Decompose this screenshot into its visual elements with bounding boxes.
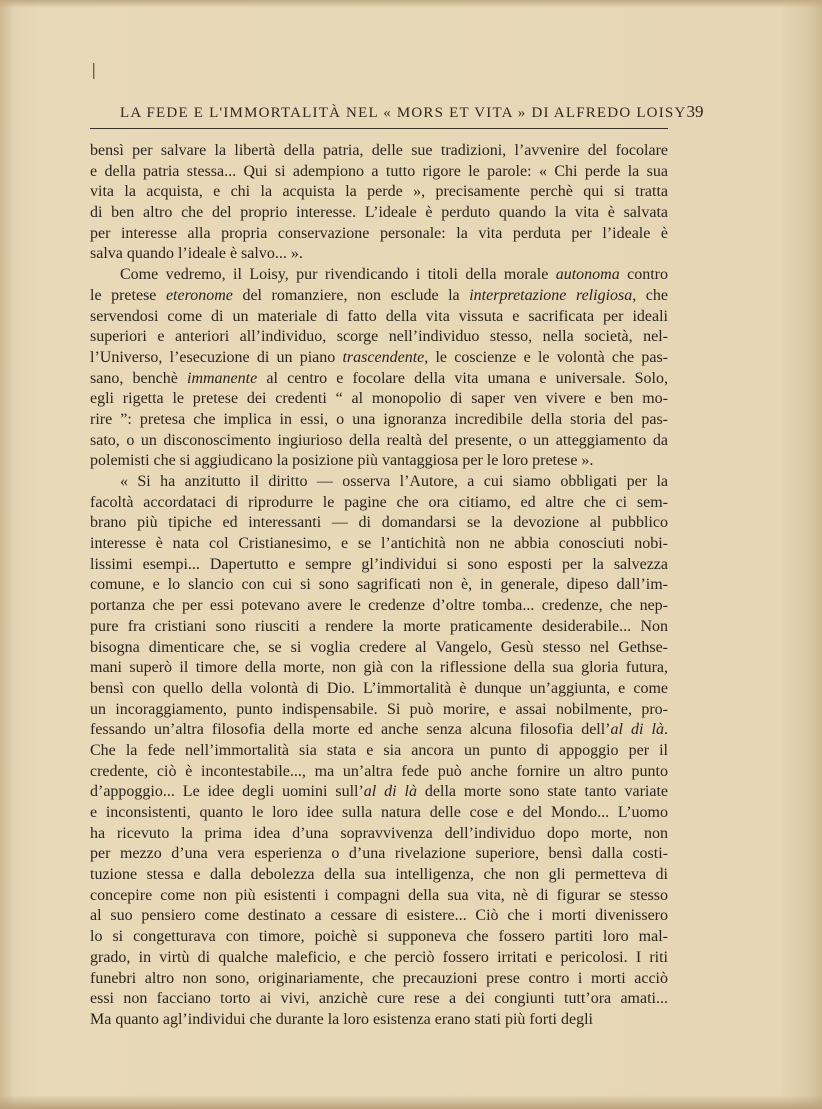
text-line — [90, 782, 668, 803]
italic-text: al di là — [610, 721, 664, 739]
text-segment: bensì per salvare la libertà della patria, delle sue tradizioni, l’avvenire del focolare — [90, 142, 668, 159]
text-segment: portanza che per essi potevano avere le credenze d’oltre tomba... credenze, che nep- — [90, 597, 668, 615]
text-segment: interesse è nata col Cristianesimo, e se l’antichità non ne abbia conosciuti nobi- — [90, 535, 668, 553]
italic-text: immanente — [187, 369, 258, 387]
text-segment: credente, ciò è incontestabile..., ma un’altra fede può anche fornire un altro punto — [90, 762, 668, 780]
text-line — [90, 162, 668, 183]
text-line — [90, 141, 668, 162]
text-line — [90, 741, 668, 762]
text-segment: egli rigetta le pretese dei credenti “ al monopolio di saper ven vivere e ben mo- — [90, 390, 668, 408]
text-segment: . — [664, 721, 668, 739]
text-line — [90, 472, 668, 493]
text-line — [90, 1010, 668, 1031]
text-line — [90, 824, 668, 845]
page-number: 39 — [686, 102, 704, 121]
text-line — [90, 969, 668, 990]
text-line — [90, 927, 668, 948]
text-segment: del romanziere, non esclude la — [232, 286, 470, 304]
page-top-edge — [0, 0, 822, 8]
text-segment: funebri altro non sono, originariamente, che precauzioni prese contro i morti acciò — [90, 969, 668, 987]
running-header-title: LA FEDE E L'IMMORTALITÀ NEL « MORS ET VITA » DI ALFREDO LOISY — [120, 105, 687, 121]
text-segment: di ben altro che del proprio interesse. L’ideale è perduto quando la vita è salvata — [90, 204, 668, 222]
text-line — [90, 431, 668, 452]
text-segment: facoltà accordataci di riprodurre le pagine che ora citiamo, ed altre che ci sem- — [90, 493, 668, 511]
text-line — [90, 203, 668, 224]
text-line — [90, 865, 668, 886]
text-segment: concepire come non più esistenti i compagni della sua vita, nè di figurar se stesso — [90, 886, 668, 904]
body-text — [90, 141, 668, 1031]
text-segment: , che — [632, 286, 669, 304]
text-line — [90, 700, 668, 721]
text-line — [90, 307, 668, 328]
header-rule — [90, 128, 668, 129]
text-segment: sano, benchè — [90, 369, 187, 387]
text-segment: « Si ha anzitutto il diritto — osserva l’Autore, a cui siamo obbligati per la — [120, 473, 668, 490]
text-segment: lissimi esempi... Dapertutto e sempre gl’individui si sono esposti per la salvezza — [90, 555, 668, 573]
text-segment: servendosi come di un materiale di fatto della vita vissuta e sacrificata per ideali — [90, 307, 668, 325]
italic-text: al di là — [363, 783, 417, 801]
text-segment: per mezzo d’una vera esperienza o d’una rivelazione superiore, bensì dalla costi- — [90, 845, 668, 863]
text-segment: Come vedremo, il Loisy, pur rivendicando i titoli della morale — [120, 266, 556, 284]
text-line — [90, 720, 668, 741]
text-segment: ha ricevuto la prima idea d’una sopravvivenza dell’individuo dopo morte, non — [90, 824, 668, 842]
text-line — [90, 906, 668, 927]
italic-text: autonoma — [555, 266, 620, 284]
text-line — [90, 348, 668, 369]
text-line — [90, 575, 668, 596]
text-segment: Ma quanto agl’individui che durante la loro esistenza erano stati più forti degli — [90, 1010, 593, 1028]
text-segment: salva quando l’ideale è salvo... ». — [90, 245, 303, 263]
text-segment: sato, o un disconoscimento ingiurioso della realtà del presente, o un atteggiamento da — [90, 431, 668, 449]
text-line — [90, 389, 668, 410]
text-segment: , le coscienze e le volontà che pas- — [424, 348, 669, 366]
text-line — [90, 327, 668, 348]
text-segment: della morte sono state tanto variate — [416, 783, 668, 801]
text-segment: le pretese — [90, 286, 166, 304]
text-line — [90, 658, 668, 679]
text-line — [90, 451, 668, 472]
text-segment: polemisti che si aggiudicano la posizione più vantaggiosa per le loro pretese ». — [90, 452, 594, 470]
text-line — [90, 410, 668, 431]
text-line — [90, 534, 668, 555]
text-line — [90, 596, 668, 617]
text-segment: bensì con quello della volontà di Dio. L’immortalità è dunque un’aggiunta, e come — [90, 679, 668, 697]
text-segment: e inconsistenti, quanto le loro idee sulla natura delle cose e del Mondo... L’uomo — [90, 804, 668, 821]
text-segment: pure fra cristiani sono riusciti a rendere la morte praticamente desiderabile... Non — [90, 617, 668, 635]
text-segment: rire ”: pretesa che implica in essi, o una ignoranza incredibile della storia del pas- — [90, 410, 668, 428]
text-segment: grado, in virtù di qualche maleficio, e che perciò fossero irritati e pericolosi. I riti — [90, 948, 668, 966]
text-segment: d’appoggio... Le idee degli uomini sull’ — [90, 783, 364, 801]
text-segment: mani superò il timore della morte, non già con la riflessione della sua gloria futura, — [90, 659, 668, 677]
text-line — [90, 679, 668, 700]
text-line — [90, 989, 668, 1010]
margin-mark: | — [91, 60, 97, 79]
italic-text: trascendente — [342, 348, 425, 366]
text-segment: comune, e lo slancio con cui si sono sagrificati non è, in generale, dipeso dall’im- — [90, 576, 668, 594]
text-line — [90, 182, 668, 203]
text-segment: fessando un’altra filosofia della morte ed anche senza alcuna filosofia dell’ — [90, 721, 611, 739]
text-segment: l’Universo, l’esecuzione di un piano — [90, 348, 343, 366]
text-segment: al suo pensiero come destinato a cessare di esistere... Ciò che i morti divenissero — [90, 907, 668, 925]
text-line — [90, 617, 668, 638]
text-line — [90, 762, 668, 783]
text-segment: contro — [619, 266, 669, 284]
italic-text: interpretazione religiosa — [469, 286, 633, 304]
page-bottom-edge — [0, 1095, 822, 1109]
text-segment: tuzione stessa e dalla debolezza della sua intelligenza, che non gli permetteva di — [90, 866, 668, 884]
text-line — [90, 803, 668, 824]
text-line — [90, 224, 668, 245]
text-line — [90, 844, 668, 865]
text-line — [90, 369, 668, 390]
text-line — [90, 948, 668, 969]
text-segment: per interesse alla propria conservazione personale: la vita perduta per l’ideale è — [90, 224, 668, 242]
italic-text: eteronome — [165, 286, 233, 304]
text-segment: bisogna dimenticare che, se si voglia credere al Vangelo, Gesù stesso nel Gethse- — [90, 638, 668, 656]
text-segment: e della patria stessa... Qui si adempiono a tutto rigore le parole: « Chi perde la sua — [90, 162, 668, 180]
text-line — [90, 513, 668, 534]
text-segment: vita la acquista, e chi la acquista la perde », precisamente perchè qui si tratta — [90, 183, 668, 201]
text-line — [90, 286, 668, 307]
text-segment: Che la fede nell’immortalità sia stata e sia ancora un punto di appoggio per il — [90, 741, 668, 759]
text-segment: un incoraggiamento, punto indispensabile. Si può morire, e assai nobilmente, pro- — [90, 700, 668, 718]
running-header — [120, 102, 704, 126]
text-line — [90, 493, 668, 514]
text-line — [90, 244, 668, 265]
text-line — [90, 265, 668, 286]
text-line — [90, 638, 668, 659]
text-line — [90, 886, 668, 907]
text-segment: al centro e focolare della vita umana e universale. Solo, — [257, 369, 668, 387]
text-segment: brano più tipiche ed interessanti — di domandarsi se la devozione al pubblico — [90, 514, 668, 532]
text-segment: superiori e anteriori all’individuo, scorge nell’individuo stesso, nella società, nel- — [90, 328, 668, 346]
text-segment: lo si congetturava con timore, poichè si supponeva che fossero partiti loro mal- — [90, 928, 668, 946]
text-segment: essi non facciano torto ai vivi, anzichè cure rese a dei congiunti tutt’ora amati... — [90, 990, 668, 1008]
text-line — [90, 555, 668, 576]
